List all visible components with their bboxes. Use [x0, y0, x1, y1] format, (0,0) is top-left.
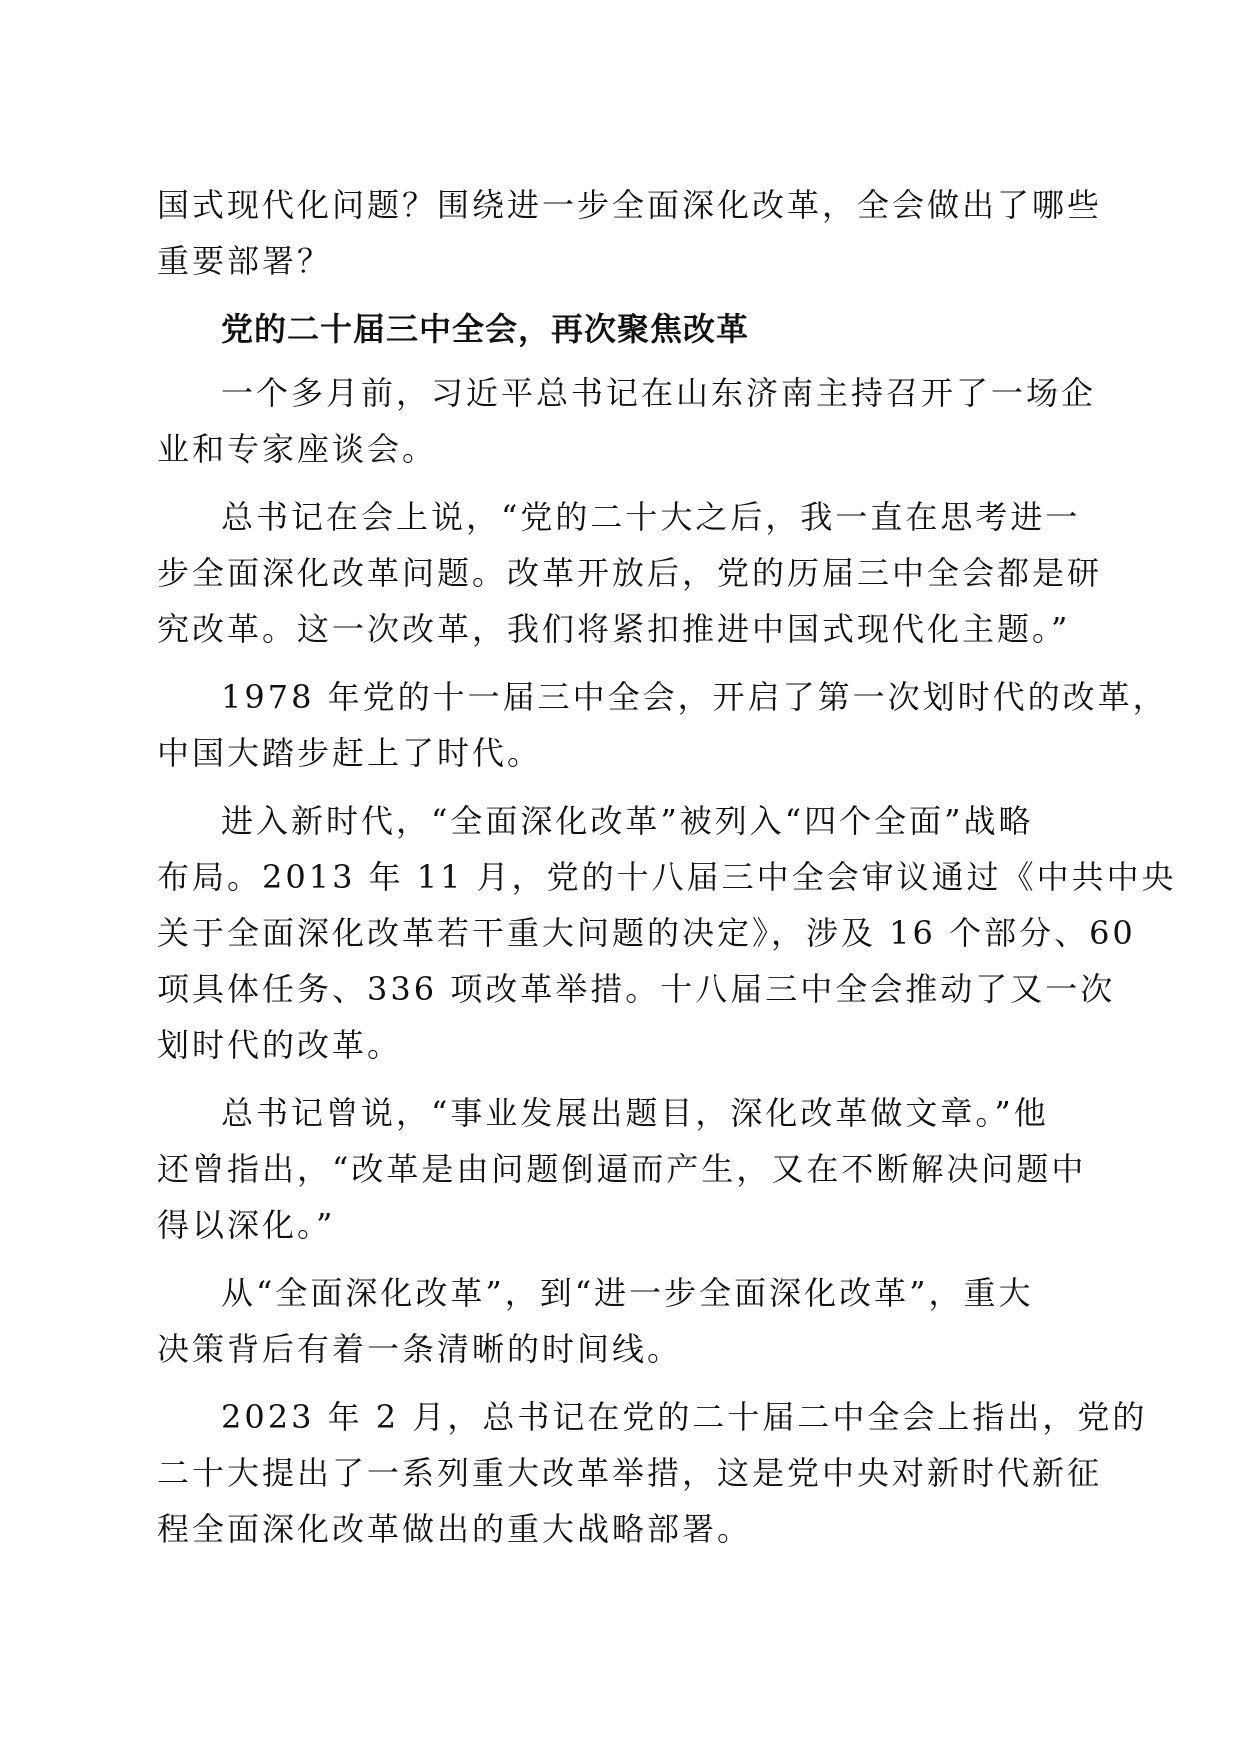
paragraph [157, 489, 1103, 657]
paragraph [157, 1265, 1085, 1377]
text-line: 中国大踏步赶上了时代。 [157, 734, 543, 772]
text-line: 步全面深化改革问题。改革开放后，党的历届三中全会都是研 [157, 554, 1103, 592]
text-line: 项具体任务、336 项改革举措。十八届三中全会推动了又一次 [157, 970, 1116, 1008]
paragraph [157, 1085, 1085, 1253]
text-line: 布局。2013 年 11 月，党的十八届三中全会审议通过《中共中央 [157, 858, 1177, 896]
text-line: 关于全面深化改革若干重大问题的决定》，涉及 16 个部分、60 [157, 914, 1136, 952]
text-line: 得以深化。” [157, 1206, 336, 1244]
paragraph-continuation [157, 177, 1103, 289]
paragraph [157, 1389, 1148, 1557]
document-page [157, 177, 1177, 1569]
text-line: 总书记在会上说，“党的二十大之后，我一直在思考进一 [221, 498, 1081, 536]
text-line: 程全面深化改革做出的重大战略部署。 [157, 1510, 753, 1548]
text-line: 二十大提出了一系列重大改革举措，这是党中央对新时代新征 [157, 1454, 1103, 1492]
text-line: 1978 年党的十一届三中全会，开启了第一次划时代的改革， [221, 678, 1168, 716]
text-line: 进入新时代，“全面深化改革”被列入“四个全面”战略 [221, 802, 1034, 840]
section-heading: 党的二十届三中全会，再次聚焦改革 [221, 310, 750, 348]
text-line: 业和专家座谈会。 [157, 430, 438, 468]
text-line: 一个多月前，习近平总书记在山东济南主持召开了一场企 [221, 374, 1097, 412]
text-line: 划时代的改革。 [157, 1026, 403, 1064]
text-line: 2023 年 2 月，总书记在党的二十届二中全会上指出，党的 [221, 1398, 1148, 1436]
paragraph [157, 365, 1097, 477]
text-line: 究改革。这一次改革，我们将紧扣推进中国式现代化主题。” [157, 610, 1071, 648]
paragraph [157, 669, 1168, 781]
paragraph [157, 793, 1177, 1073]
text-line: 国式现代化问题？围绕进一步全面深化改革，全会做出了哪些 [157, 186, 1103, 224]
text-line: 重要部署？ [157, 242, 333, 280]
text-line: 总书记曾说，“事业发展出题目，深化改革做文章。”他 [221, 1094, 1049, 1132]
text-line: 决策背后有着一条清晰的时间线。 [157, 1330, 683, 1368]
text-line: 还曾指出，“改革是由问题倒逼而产生，又在不断解决问题中 [157, 1150, 1087, 1188]
text-line: 从“全面深化改革”，到“进一步全面深化改革”，重大 [221, 1274, 1034, 1312]
